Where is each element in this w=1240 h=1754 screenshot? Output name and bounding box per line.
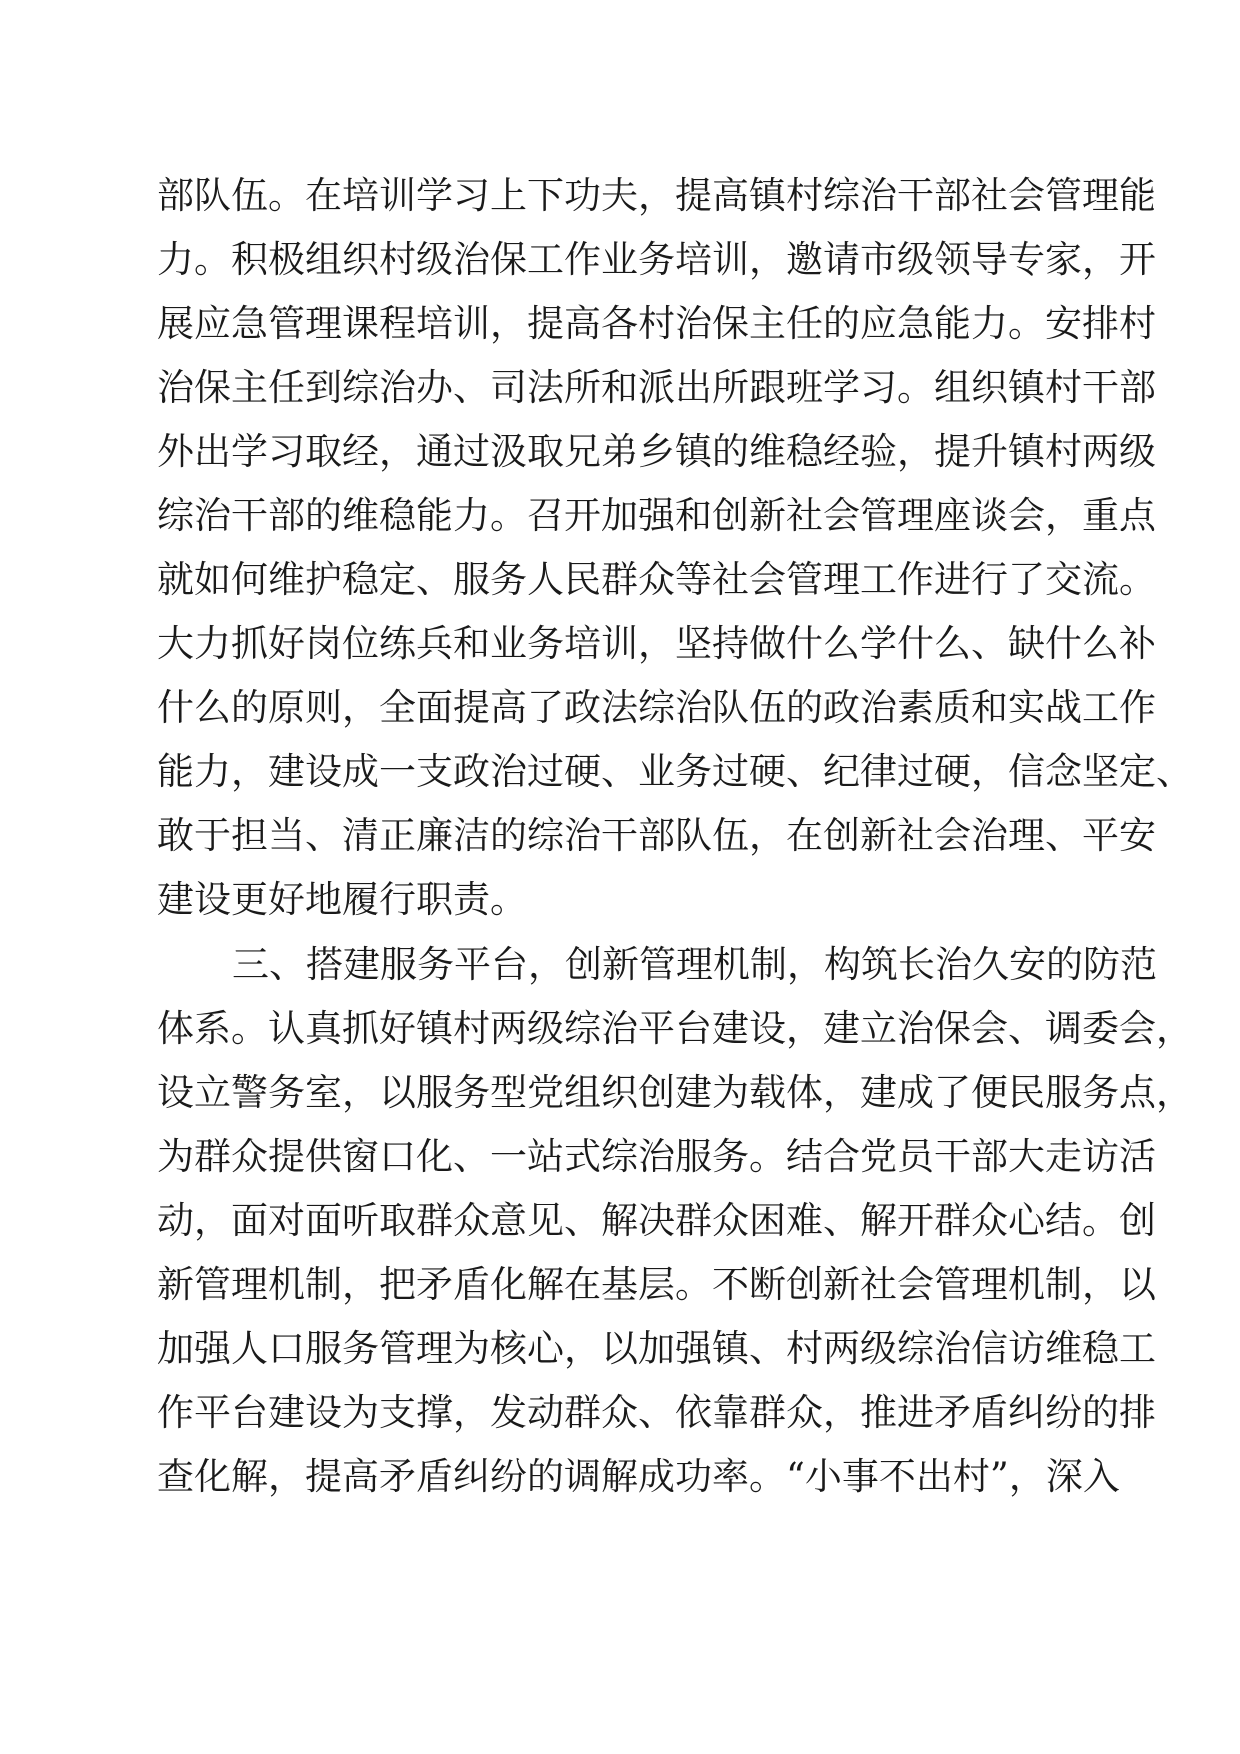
text-line: 新管理机制，把矛盾化解在基层。不断创新社会管理机制，以 [157,1263,1156,1306]
text-line: 治保主任到综治办、司法所和派出所跟班学习。组织镇村干部 [157,366,1156,409]
text-line: 力。积极组织村级治保工作业务培训，邀请市级领导专家，开 [157,238,1156,281]
text-line: 部队伍。在培训学习上下功夫，提高镇村综治干部社会管理能 [157,174,1156,217]
paragraph-1 [157,164,1193,932]
text-line: 综治干部的维稳能力。召开加强和创新社会管理座谈会，重点 [157,494,1156,537]
text-line: 外出学习取经，通过汲取兄弟乡镇的维稳经验，提升镇村两级 [157,430,1156,473]
text-line: 加强人口服务管理为核心，以加强镇、村两级综治信访维稳工 [157,1327,1156,1370]
text-line: 建设更好地履行职责。 [157,878,527,921]
text-line: 展应急管理课程培训，提高各村治保主任的应急能力。安排村 [157,302,1156,345]
text-line: 能力，建设成一支政治过硬、业务过硬、纪律过硬，信念坚定、 [157,750,1193,793]
text-line: 作平台建设为支撑，发动群众、依靠群众，推进矛盾纠纷的排 [157,1391,1156,1434]
text-line: 就如何维护稳定、服务人民群众等社会管理工作进行了交流。 [157,558,1156,601]
text-line: 敢于担当、清正廉洁的综治干部队伍，在创新社会治理、平安 [157,814,1156,857]
text-line: 设立警务室，以服务型党组织创建为载体，建成了便民服务点， [157,1071,1193,1114]
paragraph-2 [157,933,1193,1509]
text-line: 什么的原则，全面提高了政法综治队伍的政治素质和实战工作 [157,686,1156,729]
text-line: 动，面对面听取群众意见、解决群众困难、解开群众心结。创 [157,1199,1156,1242]
section-heading-line: 三、搭建服务平台，创新管理机制，构筑长治久安的防范 [232,943,1157,986]
text-line: 体系。认真抓好镇村两级综治平台建设，建立治保会、调委会， [157,1007,1193,1050]
text-line: 大力抓好岗位练兵和业务培训，坚持做什么学什么、缺什么补 [157,622,1156,665]
text-line: 为群众提供窗口化、一站式综治服务。结合党员干部大走访活 [157,1135,1156,1178]
text-line: 查化解，提高矛盾纠纷的调解成功率。“小事不出村”，深入 [157,1455,1120,1498]
